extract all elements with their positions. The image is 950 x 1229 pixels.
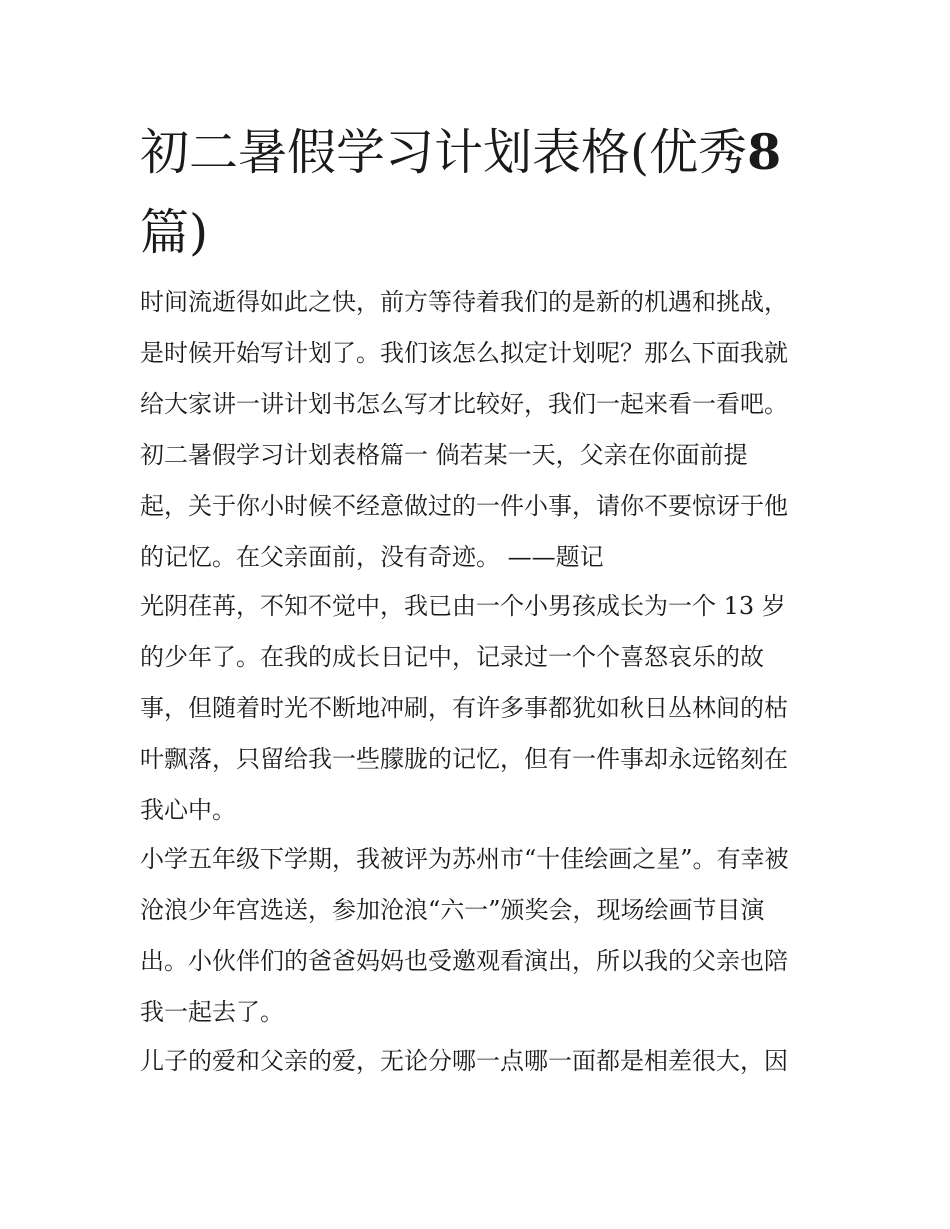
document-title <box>140 112 820 273</box>
title-main-text: 初二暑假学习计划表格(优秀 <box>140 124 748 181</box>
body-line: 时间流逝得如此之快，前方等待着我们的是新的机遇和挑战， <box>140 288 788 316</box>
body-line: 光阴荏苒，不知不觉中，我已由一个小男孩成长为一个 13 岁 <box>140 592 786 620</box>
body-line: 初二暑假学习计划表格篇一 倘若某一天，父亲在你面前提 <box>140 441 748 469</box>
title-end-text: 篇) <box>140 204 209 261</box>
body-line: 叶飘落，只留给我一些朦胧的记忆，但有一件事却永远铭刻在 <box>140 745 788 773</box>
body-line: 沧浪少年宫选送，参加沧浪“六一”颁奖会，现场绘画节目演 <box>140 896 765 924</box>
body-line: 小学五年级下学期，我被评为苏州市“十佳绘画之星”。有幸被 <box>140 845 789 873</box>
body-line: 的记忆。在父亲面前，没有奇迹。 ——题记 <box>140 543 604 571</box>
document-body <box>140 282 812 1092</box>
body-line: 起，关于你小时候不经意做过的一件小事，请你不要惊讶于他 <box>140 492 788 520</box>
body-line: 给大家讲一讲计划书怎么写才比较好，我们一起来看一看吧。 <box>140 390 788 418</box>
body-line: 是时候开始写计划了。我们该怎么拟定计划呢？那么下面我就 <box>140 339 788 367</box>
body-line: 事，但随着时光不断地冲刷，有许多事都犹如秋日丛林间的枯 <box>140 694 788 722</box>
body-line: 的少年了。在我的成长日记中，记录过一个个喜怒哀乐的故 <box>140 643 764 671</box>
body-line: 儿子的爱和父亲的爱，无论分哪一点哪一面都是相差很大，因 <box>140 1047 788 1075</box>
body-line: 我一起去了。 <box>140 998 284 1026</box>
title-number: 8 <box>747 123 782 181</box>
body-line: 出。小伙伴们的爸爸妈妈也受邀观看演出，所以我的父亲也陪 <box>140 947 788 975</box>
body-line: 我心中。 <box>140 796 236 824</box>
